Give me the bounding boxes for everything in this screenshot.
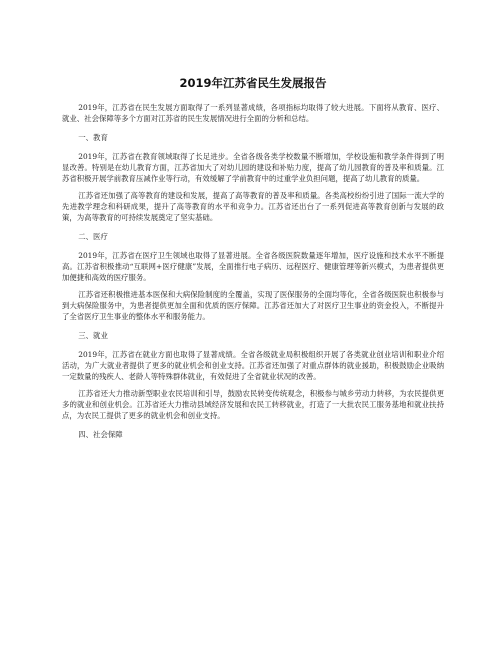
section-paragraph: 江苏省还加强了高等教育的建设和发展，提高了高等教育的普及率和质量。各类高校纷纷引进了国际一流大学的先进教学理念和科研成果，提升了高等教育的水平和竞争力。江苏省还出台了一系列促进高等教育创新与发展的政策，为高等教育的可持续发展奠定了坚实基础。 (62, 191, 444, 222)
section-heading: 四、社会保障 (78, 430, 123, 439)
intro-paragraph: 2019年，江苏省在民生发展方面取得了一系列显著成绩，各项指标均取得了较大进展。下面将从教育、医疗、就业、社会保障等多个方面对江苏省的民生发展情况进行全面的分析和总结。 (62, 103, 444, 123)
section-paragraph: 2019年，江苏省在就业方面也取得了显著成绩。全省各级就业局积极组织开展了各类就业创业培训和职业介绍活动，为广大就业者提供了更多的就业机会和创业支持。江苏省还加强了对重点群体的就业援助，积极鼓励企业吸纳一定数量的残疾人、老龄人等特殊群体就业，有效促进了全省就业状况的改善。 (62, 350, 444, 381)
page-title: 2019年江苏省民生发展报告 (179, 76, 327, 90)
section-social-security (62, 429, 444, 440)
section-paragraph: 2019年，江苏省在教育领域取得了长足进步。全省各级各类学校数量不断增加，学校设施和教学条件得到了明显改善。特别是在幼儿教育方面，江苏省加大了对幼儿园的建设和补贴力度，提高了幼儿园教育的普及率和质量。江苏省积极开展学前教育压减作业等行动，有效缓解了学前教育中的过重学业负担问题，提高了幼儿教育的质量。 (62, 152, 444, 183)
section-heading: 一、教育 (78, 133, 108, 142)
section-paragraph: 2019年，江苏省在医疗卫生领域也取得了显著进展。全省各级医院数量逐年增加，医疗设施和技术水平不断提高。江苏省积极推动“互联网+医疗健康”发展，全面推行电子病历、远程医疗、健康管理等新兴模式，为患者提供更加便捷和高效的医疗服务。 (62, 251, 444, 282)
section-paragraph: 江苏省还积极推进基本医保和大病保险制度的全覆盖，实现了医保服务的全面均等化，全省各级医院也积极参与到大病保险服务中，为患者提供更加全面和优质的医疗保障。江苏省还加大了对医疗卫生事业的资金投入，不断提升了全省医疗卫生事业的整体水平和服务能力。 (62, 290, 444, 321)
section-healthcare (62, 231, 444, 322)
section-education (62, 132, 444, 223)
section-heading: 三、就业 (78, 331, 108, 340)
section-heading: 二、医疗 (78, 232, 108, 241)
section-paragraph: 江苏省还大力推动新型职业农民培训和引导，鼓励农民转变传统观念，积极参与城乡劳动力转移，为农民提供更多的就业和创业机会。江苏省还大力推动县域经济发展和农民工转移就业，打造了一大批农民工服务基地和就业扶持点，为农民工提供了更多的就业机会和创业支持。 (62, 389, 444, 420)
section-employment (62, 330, 444, 421)
